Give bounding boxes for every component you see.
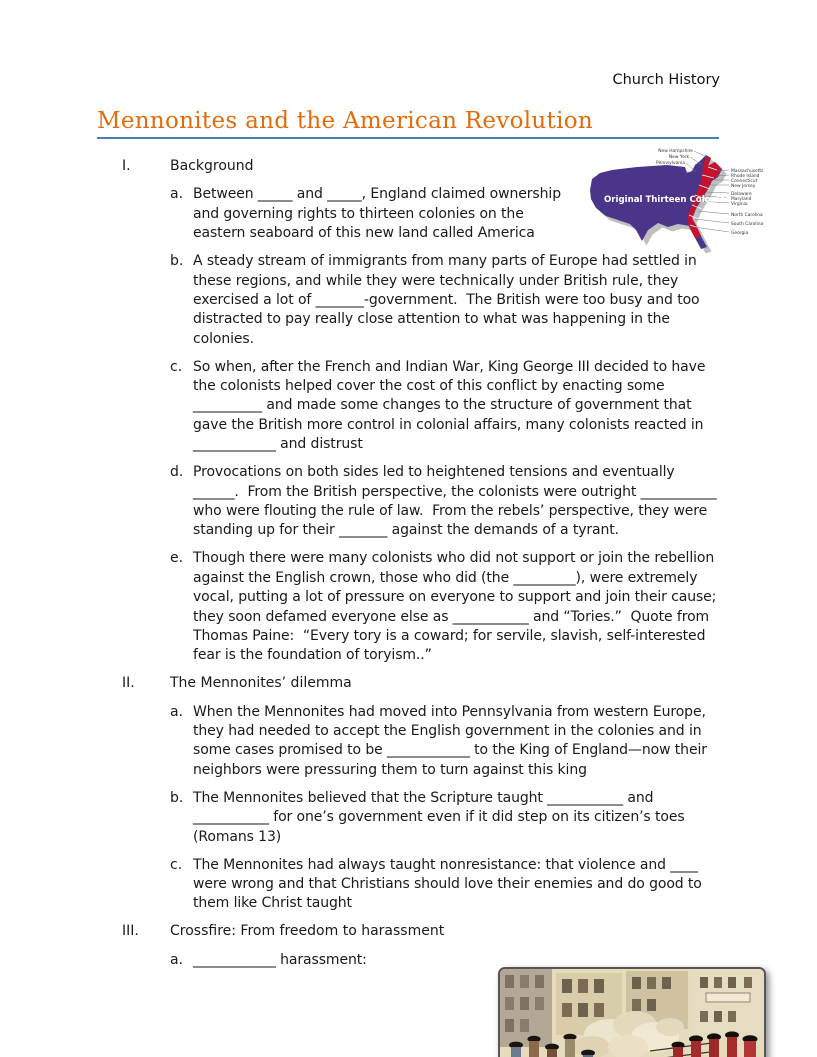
item-text: Between _____ and _____, England claimed ownership and governing rights to thirteen colonies on the eastern seaboard of this new land called America xyxy=(193,186,566,242)
outline xyxy=(122,157,722,979)
map-label-virginia: Virginia xyxy=(731,202,748,207)
section-mennonites-dilemma xyxy=(122,674,722,913)
section-crossfire xyxy=(122,922,722,970)
item-text: So when, after the French and Indian War, King George III decided to have the colonists helped cover the cost of this conflict by enacting some __________ and made some changes to the structure of government that gave the British more control in colonial affairs, many colonists reacted in ____________ and distrust xyxy=(193,358,710,453)
item-marker: a. xyxy=(170,186,184,203)
item-text: ____________ harassment: xyxy=(193,951,367,968)
outline-item xyxy=(170,549,722,665)
map-label-rhode-island: Rhode Island xyxy=(731,174,760,179)
outline-item xyxy=(170,252,722,349)
map-title: Original Thirteen Colonies xyxy=(604,195,731,205)
section-background xyxy=(122,157,722,666)
map-label-north-carolina: North Carolina xyxy=(731,213,763,218)
section-heading: The Mennonites’ dilemma xyxy=(170,675,352,692)
outline-item xyxy=(170,463,722,541)
map-label-georgia: Georgia xyxy=(731,231,749,236)
map-label-new-hampshire: New Hampshire xyxy=(658,149,693,154)
painting-building-sign xyxy=(706,993,750,1002)
map-label-south-carolina: South Carolina xyxy=(731,222,764,227)
item-marker: c. xyxy=(170,856,183,873)
course-header: Church History xyxy=(612,72,720,88)
section-numeral: I. xyxy=(122,158,131,174)
item-marker: b. xyxy=(170,253,184,270)
item-text: The Mennonites believed that the Scripture taught ___________ and ___________ for one’s government even if it did step on its citizen’s toes (Romans 13) xyxy=(193,789,689,845)
item-text: Though there were many colonists who did not support or join the rebellion against the English crown, those who did (the _________), were extremely vocal, putting a lot of pressure on everyone to support and join their cause; they soon defamed everyone else as ___________ and “Tories.” Quote from Thomas Paine: “Every tory is a coward; for servile, slavish, self-interested fear is the foundation of toryism..” xyxy=(193,550,721,664)
item-marker: d. xyxy=(170,464,184,481)
outline-item xyxy=(170,856,722,914)
section-numeral: II. xyxy=(122,675,135,692)
item-marker: e. xyxy=(170,550,184,567)
map-label-connecticut: Connecticut xyxy=(731,179,758,184)
item-text: Provocations on both sides led to heightened tensions and eventually ______. From the British perspective, the colonists were outright ___________ who were flouting the rule of law. From the rebels’ perspective, they were standing up for their _______ against the demands of a tyrant. xyxy=(193,464,721,539)
item-text: When the Mennonites had moved into Pennsylvania from western Europe, they had needed to accept the English government in the colonies and in some cases promised to be ____________ to the King of England—now their neighbors were pressuring them to turn against this king xyxy=(193,703,712,778)
section-numeral: III. xyxy=(122,923,139,940)
item-marker: c. xyxy=(170,358,183,375)
map-label-massachusetts: Massachusetts xyxy=(731,169,764,174)
item-marker: a. xyxy=(170,951,184,968)
map-label-maryland: Maryland xyxy=(731,197,752,202)
map-label-new-jersey: New Jersey xyxy=(731,184,756,189)
outline-item xyxy=(170,185,722,243)
section-heading: Background xyxy=(170,158,254,174)
section-heading: Crossfire: From freedom to harassment xyxy=(170,923,445,940)
title-underline-rule xyxy=(97,137,719,139)
map-label-new-york: New York xyxy=(668,155,689,160)
map-label-delaware: Delaware xyxy=(731,192,752,197)
outline-item xyxy=(170,358,722,455)
map-label-pennsylvania: Pennsylvania xyxy=(656,161,685,166)
page-title: Mennonites and the American Revolution xyxy=(97,108,594,134)
outline-item xyxy=(170,703,722,781)
item-text: The Mennonites had always taught nonresistance: that violence and ____ were wrong and that Christians should love their enemies and do good to them like Christ taught xyxy=(193,856,707,912)
painting-scene-svg xyxy=(500,969,764,1057)
colonial-street-battle-painting-image xyxy=(498,967,766,1057)
item-marker: a. xyxy=(170,703,184,720)
item-marker: b. xyxy=(170,789,184,806)
outline-item xyxy=(170,789,722,847)
item-text: A steady stream of immigrants from many parts of Europe had settled in these regions, and while they were technically under British rule, they exercised a lot of _______-government. The British were too busy and too distracted to pay really close attention to what was happening in the colonies. xyxy=(193,253,704,347)
